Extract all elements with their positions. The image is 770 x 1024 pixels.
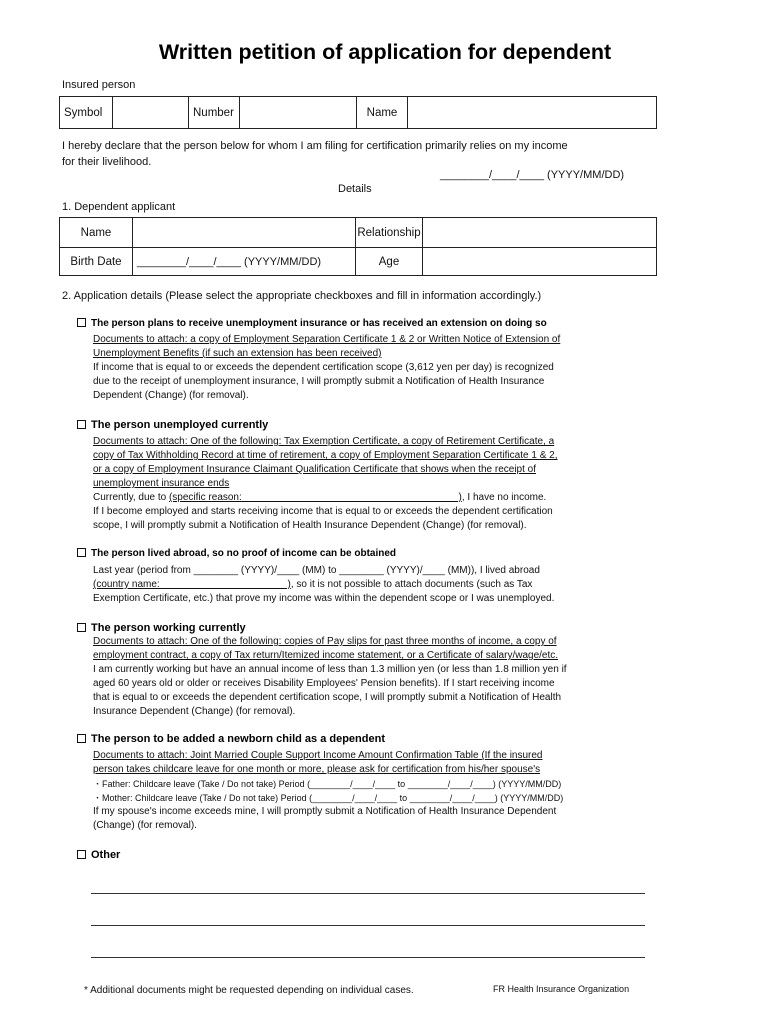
s5-text [93, 749, 663, 833]
documents-line: Documents to attach: One of the following: Tax Exemption Certificate, a copy of Retirement Certificate, a [93, 436, 555, 447]
country-suffix: , so it is not possible to attach documents (such as Tax [290, 579, 533, 590]
option-lived-abroad[interactable] [77, 548, 396, 559]
footer-note: * Additional documents might be requested depending on individual cases. [84, 985, 414, 996]
documents-line: Documents to attach: Joint Married Couple Support Income Amount Confirmation Table (If the insured [93, 750, 543, 761]
body-line: Insurance Dependent (Change) (for removal). [93, 706, 296, 717]
checkbox-icon[interactable] [77, 318, 86, 327]
option-title: The person to be added a newborn child as a dependent [91, 733, 385, 745]
documents-line: Documents to attach: a copy of Employment Separation Certificate 1 & 2 or Written Notice of Extension of [93, 334, 561, 345]
reason-suffix: , I have no income. [461, 492, 547, 503]
age-label: Age [356, 248, 423, 276]
body-line: I am currently working but have an annual income of less than 1.3 million yen (or less than 1.8 million yen if [93, 664, 567, 675]
option-unemployed-currently[interactable] [77, 419, 268, 431]
footer-organization: FR Health Insurance Organization [493, 984, 630, 994]
option-title: The person unemployed currently [91, 419, 269, 431]
body-line: (Change) (for removal). [93, 820, 197, 831]
body-line: If I become employed and starts receiving income that is equal to or exceeds the dependent certification [93, 506, 553, 517]
option-title: The person lived abroad, so no proof of income can be obtained [91, 548, 397, 559]
declaration-line-1: I hereby declare that the person below for whom I am filing for certification primarily relies on my income [62, 140, 568, 152]
documents-line: or a copy of Employment Insurance Claimant Qualification Certificate that shows when the receipt of [93, 464, 536, 475]
dependent-applicant-table [59, 217, 657, 276]
option-title: The person working currently [91, 622, 246, 634]
birth-date-field[interactable]: ________/____/____ (YYYY/MM/DD) [133, 248, 356, 276]
checkbox-icon[interactable] [77, 548, 86, 557]
application-details-heading: 2. Application details (Please select the appropriate checkboxes and fill in information accordingly.) [62, 290, 542, 302]
option-newborn-child[interactable] [77, 733, 385, 745]
checkbox-icon[interactable] [77, 734, 86, 743]
relationship-field[interactable] [423, 218, 657, 248]
reason-field[interactable]: (specific reason: ) [168, 492, 462, 503]
insured-person-table [59, 96, 657, 129]
body-line: Exemption Certificate, etc.) that prove my income was within the dependent scope or I was unemployed. [93, 593, 555, 604]
option-title: The person plans to receive unemployment insurance or has received an extension on doing so [91, 318, 547, 329]
insured-person-label: Insured person [62, 79, 136, 91]
documents-line: employment contract, a copy of Tax return/Itemized income statement, or a Certificate of salary/wage/etc. [93, 650, 559, 661]
body-line: due to the receipt of unemployment insurance, I will promptly submit a Notification of Health Insurance [93, 376, 545, 387]
option-unemployment-insurance[interactable] [77, 318, 547, 329]
declaration-date[interactable]: ________/____/____ (YYYY/MM/DD) [440, 169, 625, 181]
body-line: Last year (period from ________ (YYYY)/____ (MM) to ________ (YYYY)/____ (MM)), I lived abroad [93, 565, 540, 576]
checkbox-icon[interactable] [77, 420, 86, 429]
dependent-applicant-heading: 1. Dependent applicant [62, 201, 176, 213]
country-line [93, 578, 663, 592]
other-write-line[interactable] [91, 925, 645, 926]
documents-line: person takes childcare leave for one month or more, please ask for certification from his/her spouse's [93, 764, 541, 775]
page-title: Written petition of application for dependent [158, 40, 612, 64]
body-line: If my spouse's income exceeds mine, I will promptly submit a Notification of Health Insurance Dependent [93, 806, 557, 817]
number-label: Number [189, 97, 240, 129]
body-line: that is equal to or exceeds the dependent certification scope, I will promptly submit a Notification of Health [93, 692, 562, 703]
number-field[interactable] [240, 97, 357, 129]
reason-prefix: Currently, due to [93, 492, 169, 503]
declaration-line-2: for their livelihood. [62, 156, 152, 168]
body-line: If income that is equal to or exceeds the dependent certification scope (3,612 yen per day) is recognized [93, 362, 554, 373]
s2-text [93, 435, 663, 533]
documents-line: Documents to attach: One of the following: copies of Pay slips for past three months of income, a copy of [93, 636, 557, 647]
country-name-field[interactable]: (country name: ) [93, 579, 291, 590]
body-line: scope, I will promptly submit a Notification of Health Insurance Dependent (Change) (for removal). [93, 520, 527, 531]
reason-line [93, 491, 663, 505]
checkbox-icon[interactable] [77, 623, 86, 632]
dependent-name-label: Name [60, 218, 133, 248]
mother-leave-line[interactable]: ・Mother: Childcare leave (Take / Do not take) Period (________/____/____ to ________/____/____) (YYYY/MM/DD) [93, 793, 564, 803]
other-write-line[interactable] [91, 893, 645, 894]
symbol-label: Symbol [60, 97, 113, 129]
s3-text [93, 564, 663, 606]
checkbox-icon[interactable] [77, 850, 86, 859]
option-other[interactable] [77, 849, 120, 861]
father-leave-line[interactable]: ・Father: Childcare leave (Take / Do not take) Period (________/____/____ to ________/____/____) (YYYY/MM/DD) [93, 779, 562, 789]
body-line: Dependent (Change) (for removal). [93, 390, 249, 401]
relationship-label: Relationship [356, 218, 423, 248]
name-field[interactable] [408, 97, 657, 129]
documents-line: copy of Tax Withholding Record at time of retirement, a copy of Employment Separation Certificate 1 & 2, [93, 450, 558, 461]
age-field[interactable] [423, 248, 657, 276]
other-write-line[interactable] [91, 957, 645, 958]
details-heading: Details [338, 183, 372, 195]
documents-line: Unemployment Benefits (if such an extension has been received) [93, 348, 382, 359]
symbol-field[interactable] [113, 97, 189, 129]
documents-line: unemployment insurance ends [93, 478, 230, 489]
name-label: Name [357, 97, 408, 129]
option-working-currently[interactable] [77, 622, 246, 634]
body-line: aged 60 years old or older or receives Disability Employees' Pension benefits). If I start receiving income [93, 678, 555, 689]
s4-text [93, 635, 663, 719]
s1-text [93, 333, 663, 403]
dependent-name-field[interactable] [133, 218, 356, 248]
birth-date-label: Birth Date [60, 248, 133, 276]
option-title: Other [91, 849, 121, 861]
